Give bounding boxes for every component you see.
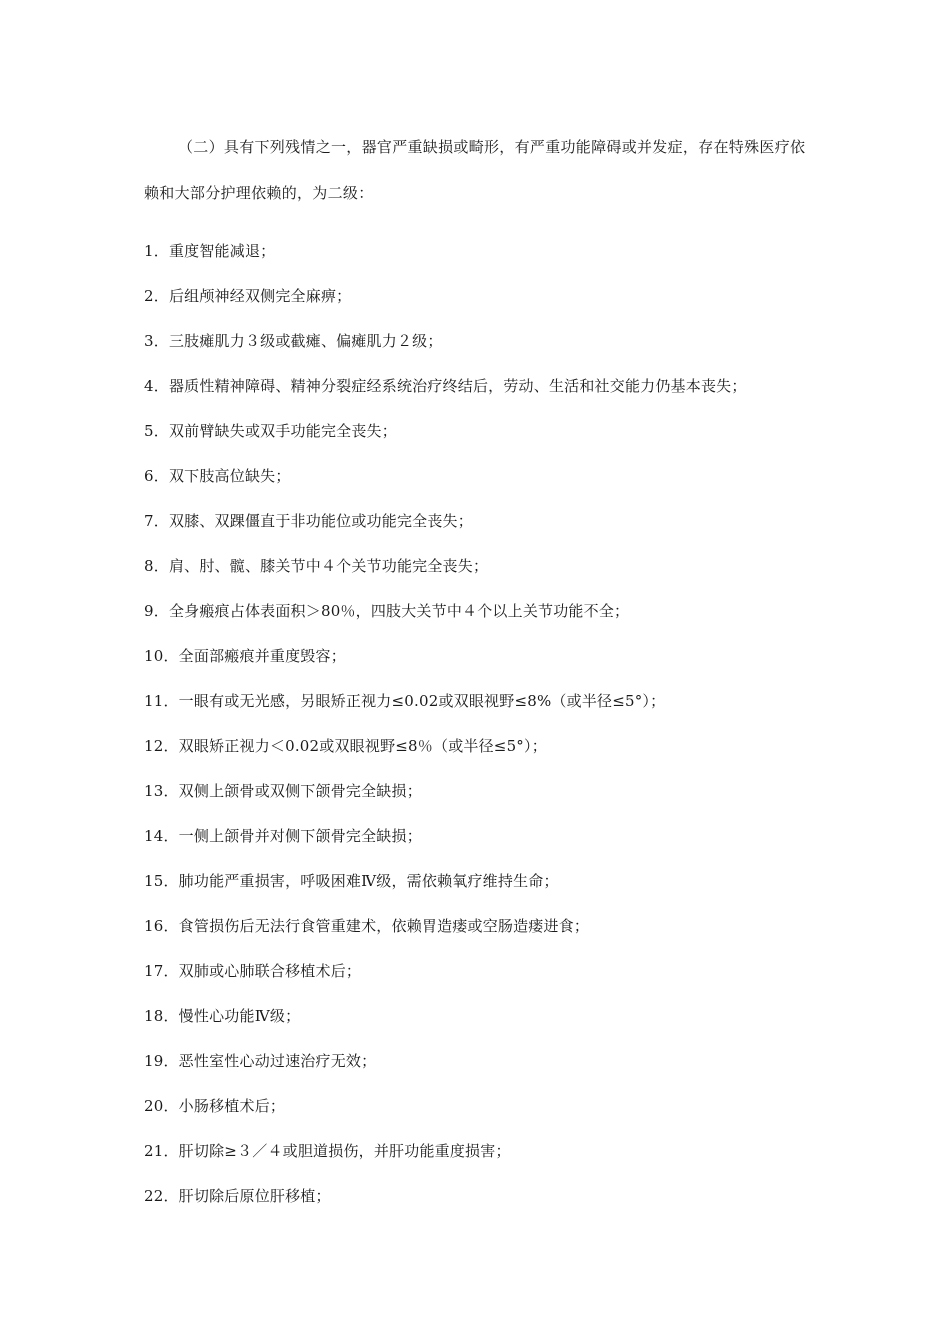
list-item: 14．一侧上颌骨并对侧下颌骨完全缺损；: [144, 827, 422, 845]
list-item: 2．后组颅神经双侧完全麻痹；: [144, 287, 352, 305]
list-item: 16．食管损伤后无法行食管重建术，依赖胃造瘘或空肠造瘘进食；: [144, 917, 590, 935]
list-item: 19．恶性室性心动过速治疗无效；: [144, 1052, 377, 1070]
list-item: 10．全面部瘢痕并重度毁容；: [144, 647, 346, 665]
section-intro-paragraph: （二）具有下列残情之一，器官严重缺损或畸形，有严重功能障碍或并发症，存在特殊医疗依赖和大部分护理依赖的，为二级：: [144, 138, 806, 202]
list-item: 9．全身瘢痕占体表面积＞80％，四肢大关节中４个以上关节功能不全；: [144, 602, 630, 620]
list-item: 22．肝切除后原位肝移植；: [144, 1187, 331, 1205]
list-item: 5．双前臂缺失或双手功能完全丧失；: [144, 422, 397, 440]
list-item: 8．肩、肘、髋、膝关节中４个关节功能完全丧失；: [144, 557, 489, 575]
list-item: 20．小肠移植术后；: [144, 1097, 286, 1115]
list-item: 21．肝切除≥３／４或胆道损伤，并肝功能重度损害；: [144, 1142, 511, 1160]
list-item: 4．器质性精神障碍、精神分裂症经系统治疗终结后，劳动、生活和社交能力仍基本丧失；: [144, 377, 747, 395]
list-item: 13．双侧上颌骨或双侧下颌骨完全缺损；: [144, 782, 422, 800]
list-item: 17．双肺或心肺联合移植术后；: [144, 962, 362, 980]
list-item: 1．重度智能减退；: [144, 242, 276, 260]
list-item: 7．双膝、双踝僵直于非功能位或功能完全丧失；: [144, 512, 473, 530]
list-item: 12．双眼矫正视力＜0.02或双眼视野≤8％（或半径≤5°）；: [144, 737, 547, 755]
list-item: 6．双下肢高位缺失；: [144, 467, 291, 485]
list-item: 3．三肢瘫肌力３级或截瘫、偏瘫肌力２级；: [144, 332, 443, 350]
disability-criteria-list: [144, 241, 824, 1231]
list-item: 11．一眼有或无光感，另眼矫正视力≤0.02或双眼视野≤8%（或半径≤5°）；: [144, 692, 666, 710]
list-item: 15．肺功能严重损害，呼吸困难Ⅳ级，需依赖氧疗维持生命；: [144, 872, 559, 890]
list-item: 18．慢性心功能Ⅳ级；: [144, 1007, 301, 1025]
